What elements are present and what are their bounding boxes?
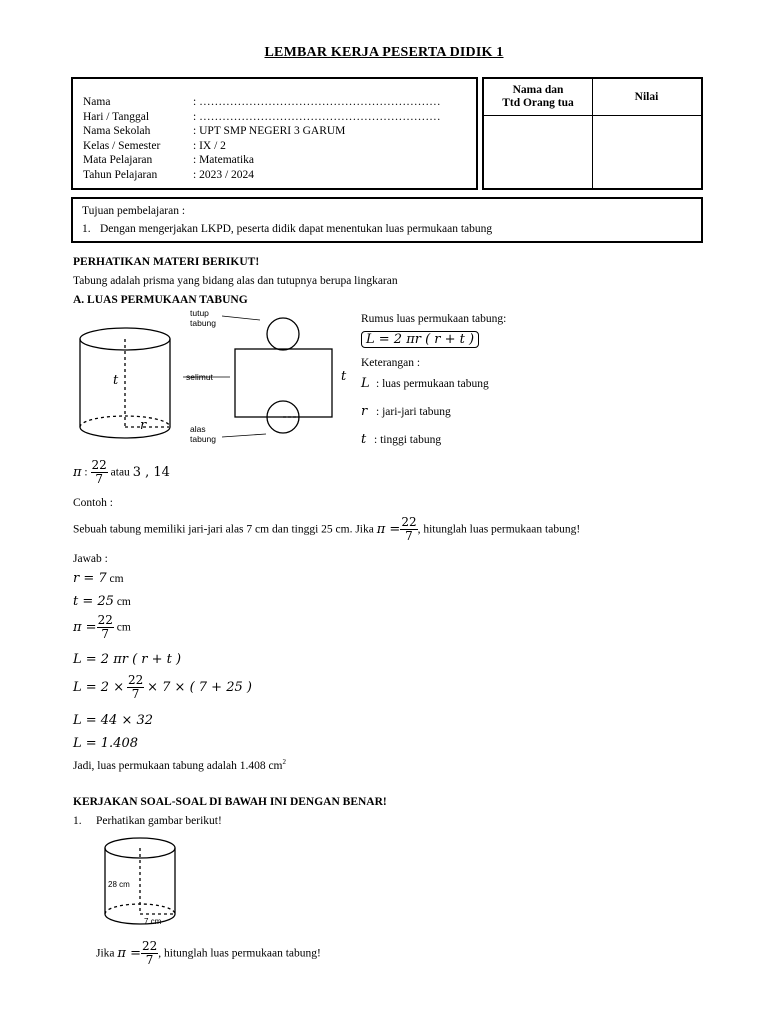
formula-box: L = 2 πr ( r + t ) [361,331,479,348]
exercise-cylinder-diagram [100,834,182,930]
label-selimut: selimut [186,372,213,382]
identity-row-tanggal: Hari / Tanggal : ……………………………………………………… [83,110,441,123]
signature-score-table [482,77,703,190]
net-top-circle [267,318,299,350]
identity-row-kelas: Kelas / Semester : IX / 2 [83,139,226,152]
step-substitution: L = 2 × $\frac{22}{7}$ × 7 × ( 7 + 25 ) [73,673,252,701]
parent-signature-header: Nama dan Ttd Orang tua [502,84,574,109]
label-tutup: tutup [190,308,209,318]
section-heading: A. LUAS PERMUKAAN TABUNG [73,294,248,306]
keterangan-label: Keterangan : [361,357,421,369]
legend-t: t : tinggi tabung [361,432,442,447]
arrow-tutup [222,316,260,320]
label-height-t: t [113,373,119,388]
answer-label: Jawab : [73,553,108,565]
score-header: Nilai [634,91,659,103]
label-alas-2: tabung [190,434,216,444]
identity-row-sekolah: Nama Sekolah : UPT SMP NEGERI 3 GARUM [83,125,346,137]
step-multiply: L = 44 × 32 [73,713,154,728]
identity-row-mapel: Mata Pelajaran : Matematika [83,154,254,166]
exercise-q1-question: Jika π = $\frac{22}{7}$ , hitunglah luas permukaan tabung! [96,939,321,967]
worksheet-title: LEMBAR KERJA PESERTA DIDIK 1 [264,45,504,60]
step-result: L = 1.408 [73,736,139,751]
learning-objective-box [71,197,703,243]
cylinder-bottom-front [80,427,170,438]
step-r: r = 7 cm [73,571,124,586]
step-pi: π = $\frac{22}{7}$ cm [73,613,131,641]
example-conclusion: Jadi, luas permukaan tabung adalah 1.408 $cm^2$ [73,758,286,772]
exercise-q1: 1. Perhatikan gambar berikut! [73,815,222,827]
label-net-height-t: t [341,369,347,384]
material-intro: Tabung adalah prisma yang bidang alas dan tutupnya berupa lingkaran [73,275,398,287]
label-tutup-2: tabung [190,318,216,328]
material-heading: PERHATIKAN MATERI BERIKUT! [73,256,260,268]
legend-L: L : luas permukaan tabung [361,376,489,391]
pi-value: π : $\frac{22}{7}$ atau 3 , 14 [73,458,170,486]
legend-r: r : jari-jari tabung [361,404,451,419]
label-radius-r: r [140,418,147,433]
identity-row-tahun: Tahun Pelajaran : 2023 / 2024 [83,168,255,181]
example-question: Sebuah tabung memiliki jari-jari alas 7 cm dan tinggi 25 cm. Jika π = $\frac{22}{7}$ , hitunglah luas permukaan tabung! [73,515,581,543]
formula-title: Rumus luas permukaan tabung: [361,313,507,325]
cylinder-net-diagram [70,306,360,454]
identity-row-nama: Nama : ……………………………………………………… [83,96,441,108]
objective-item: 1. Dengan mengerjakan LKPD, peserta didik dapat menentukan luas permukaan tabung [82,223,493,235]
step-formula: L = 2 πr ( r + t ) [73,652,182,667]
radius-7cm-label: 7 cm [144,917,162,926]
label-alas: alas [190,424,206,434]
pi-fraction: $\frac{22}{7}$ [91,458,107,486]
exercise-heading: KERJAKAN SOAL-SOAL DI BAWAH INI DENGAN BENAR! [73,796,387,808]
example-label: Contoh : [73,497,113,509]
net-lateral-rectangle [235,349,332,417]
arrow-alas [222,434,266,437]
identity-table [71,77,478,190]
height-28cm-label: 28 cm [108,880,130,889]
objective-heading: Tujuan pembelajaran : [82,205,186,217]
step-t: t = 25 cm [73,594,131,609]
